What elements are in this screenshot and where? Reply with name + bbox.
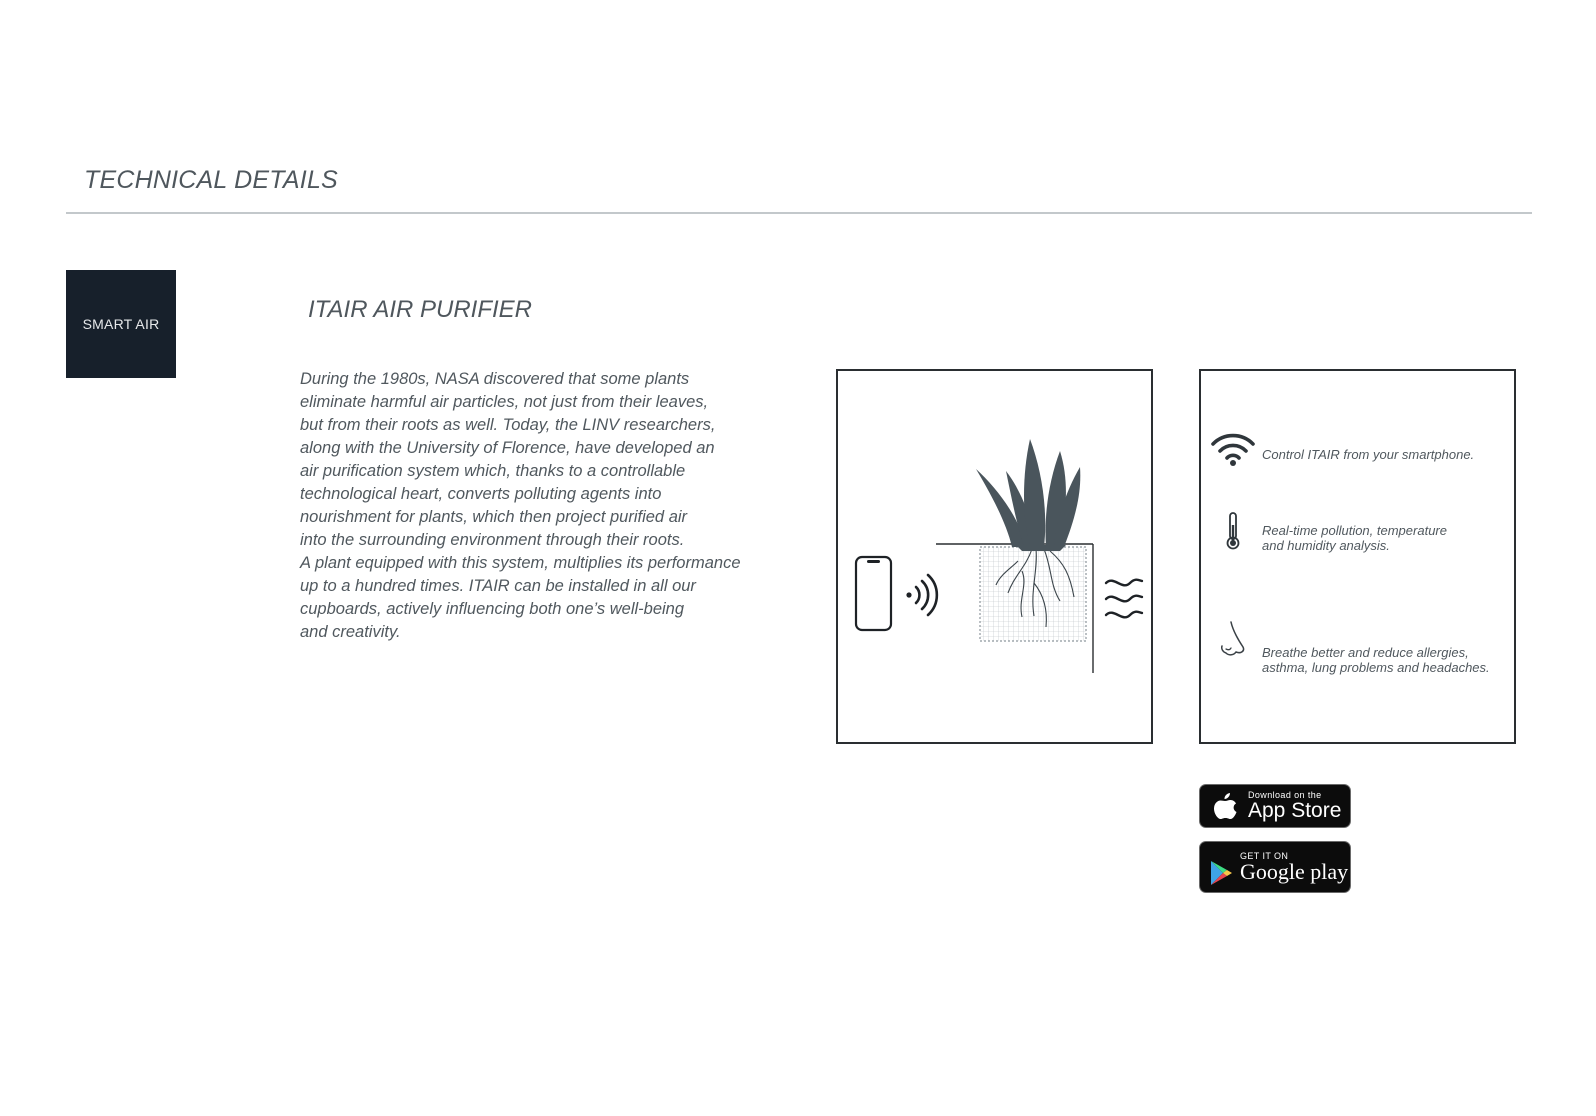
apple-icon <box>1212 791 1238 821</box>
nose-icon <box>1217 619 1247 659</box>
smartphone-icon <box>856 557 891 630</box>
section-divider <box>66 212 1532 214</box>
feature-breathe-better <box>1262 645 1490 675</box>
description-line: air purification system which, thanks to a controllable <box>300 462 686 480</box>
description-line: along with the University of Florence, have developed an <box>300 439 715 457</box>
feature-smartphone-control <box>1262 447 1474 462</box>
google-play-small-text: GET IT ON <box>1240 851 1289 861</box>
google-play-icon <box>1208 859 1234 887</box>
air-flow-icon <box>1106 580 1142 618</box>
google-play-big-text: Google play <box>1240 859 1349 884</box>
google-play-badge[interactable] <box>1199 841 1351 893</box>
description-line: cupboards, actively influencing both one’s well-being <box>300 600 685 618</box>
feature-text-line: Real-time pollution, temperature <box>1262 523 1447 538</box>
app-store-small-text: Download on the <box>1248 790 1322 800</box>
description-line: A plant equipped with this system, multiplies its performance <box>300 554 741 572</box>
description-line: eliminate harmful air particles, not just from their leaves, <box>300 393 709 411</box>
app-store-big-text: App Store <box>1248 799 1342 822</box>
description-line: into the surrounding environment through their roots. <box>300 531 685 549</box>
description-line: During the 1980s, NASA discovered that some plants <box>300 370 690 388</box>
wireless-signal-icon <box>906 575 936 615</box>
feature-text-line: and humidity analysis. <box>1262 538 1390 553</box>
description-line: and creativity. <box>300 623 401 641</box>
description-line: but from their roots as well. Today, the LINV researchers, <box>300 416 716 434</box>
thermometer-icon <box>1223 511 1243 551</box>
feature-text-line: Breathe better and reduce allergies, <box>1262 645 1469 660</box>
smart-air-tag <box>66 270 176 378</box>
illustration-panel <box>836 369 1153 744</box>
plant-icon <box>976 439 1080 551</box>
google-play-text <box>1240 851 1348 883</box>
section-title: TECHNICAL DETAILS <box>84 166 338 194</box>
app-store-text <box>1248 790 1341 822</box>
wifi-icon <box>1210 431 1256 467</box>
smart-air-tag-label: SMART AIR <box>82 316 160 332</box>
features-panel <box>1199 369 1516 744</box>
purifier-illustration <box>838 371 1151 742</box>
product-title: ITAIR AIR PURIFIER <box>308 296 533 323</box>
description-line: up to a hundred times. ITAIR can be installed in all our <box>300 577 696 595</box>
feature-realtime-analysis <box>1262 523 1447 553</box>
product-description <box>300 368 770 644</box>
feature-text-line: asthma, lung problems and headaches. <box>1262 660 1490 675</box>
description-line: technological heart, converts polluting agents into <box>300 485 662 503</box>
feature-text-line: Control ITAIR from your smartphone. <box>1262 447 1475 462</box>
description-line: nourishment for plants, which then project purified air <box>300 508 688 526</box>
app-store-badge[interactable] <box>1199 784 1351 828</box>
